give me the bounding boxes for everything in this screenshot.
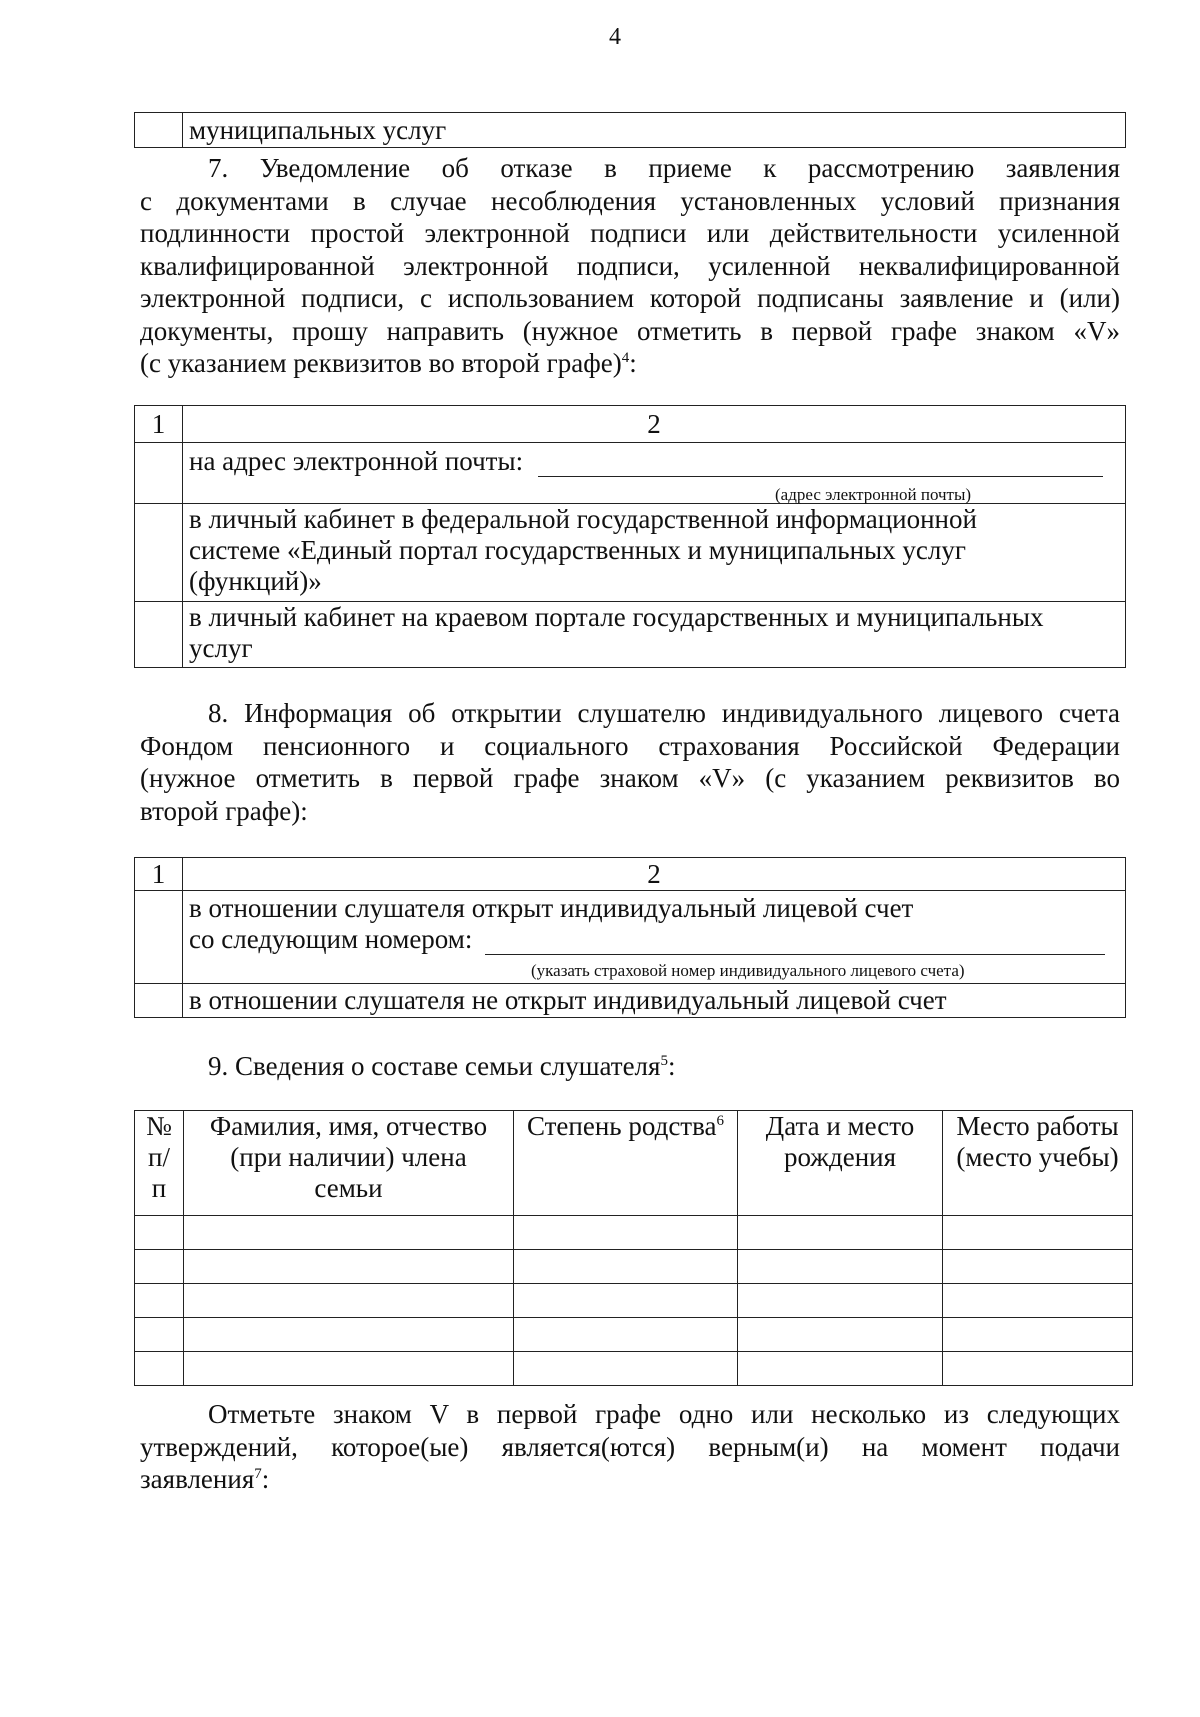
table-row — [135, 1250, 1133, 1284]
table-cell[interactable] — [943, 1216, 1133, 1250]
header-number: № п/ п — [135, 1111, 184, 1216]
notification-method-table — [134, 405, 1126, 668]
table-cell[interactable] — [738, 1250, 943, 1284]
table-cell[interactable] — [943, 1352, 1133, 1386]
email-option — [183, 443, 1126, 504]
table-cell[interactable] — [135, 1250, 184, 1284]
section9-title: 9. Сведения о составе семьи слушателя$^5$: — [208, 1051, 676, 1081]
table-cell[interactable] — [514, 1250, 738, 1284]
footnote-7: 7 — [254, 1466, 262, 1482]
section8-line: (нужное отметить в первой графе знаком «V» (с указанием реквизитов во — [140, 763, 1120, 793]
section7-line-last: (с указанием реквизитов во второй графе)$^4$: — [140, 348, 637, 378]
column-header-2: 2 — [183, 406, 1126, 443]
previous-table-tail — [134, 112, 1126, 148]
table-cell[interactable] — [738, 1284, 943, 1318]
account-not-opened-checkbox[interactable] — [135, 984, 183, 1018]
table-cell[interactable] — [943, 1318, 1133, 1352]
table-cell[interactable] — [738, 1352, 943, 1386]
section7-line: 7. Уведомление об отказе в приеме к рассмотрению заявления — [208, 153, 1120, 183]
table-cell[interactable] — [135, 1352, 184, 1386]
page-number: 4 — [609, 24, 621, 50]
table-cell[interactable] — [514, 1284, 738, 1318]
regional-portal-option-checkbox[interactable] — [135, 602, 183, 668]
table-row — [135, 1216, 1133, 1250]
account-number-input-line[interactable] — [485, 928, 1105, 955]
section7-paragraph — [140, 152, 1120, 380]
section7-line: документы, прошу направить (нужное отметить в первой графе знаком «V» — [140, 315, 1120, 346]
section7-line: подлинности простой электронной подписи или действительности усиленной — [140, 218, 1120, 248]
epgu-option-checkbox[interactable] — [135, 504, 183, 602]
column-header-1: 1 — [135, 406, 183, 443]
table-cell[interactable] — [514, 1318, 738, 1352]
table-row — [135, 1318, 1133, 1352]
header-full-name: Фамилия, имя, отчество (при наличии) члена семьи — [184, 1111, 514, 1216]
table-cell[interactable] — [184, 1318, 514, 1352]
section7-line: с документами в случае несоблюдения установленных условий признания — [140, 185, 1120, 216]
table-cell[interactable] — [514, 1352, 738, 1386]
section8-paragraph — [140, 697, 1120, 827]
table-row — [135, 1352, 1133, 1386]
footnote-5: 5 — [660, 1053, 668, 1069]
table-cell[interactable] — [184, 1284, 514, 1318]
closing-paragraph — [140, 1398, 1120, 1496]
section8-line: Фондом пенсионного и социального страхования Российской Федерации — [140, 730, 1120, 761]
table-cell[interactable] — [184, 1250, 514, 1284]
column-header-1: 1 — [135, 858, 183, 891]
closing-line-last: заявления$^7$: — [140, 1464, 270, 1494]
section8-line: второй графе): — [140, 795, 308, 826]
previous-table-check-cell[interactable] — [135, 113, 183, 148]
table-cell[interactable] — [135, 1284, 184, 1318]
footnote-4: 4 — [621, 350, 630, 366]
email-option-checkbox[interactable] — [135, 443, 183, 504]
column-header-2: 2 — [183, 858, 1126, 891]
account-number-caption: (указать страховой номер индивидуального лицевого счета) — [531, 961, 965, 980]
closing-line: утверждений, которое(ые) является(ются) верным(и) на момент подачи — [140, 1431, 1120, 1462]
section7-line: электронной подписи, с использованием которой подписаны заявление и (или) — [140, 283, 1120, 313]
family-members-table — [134, 1110, 1133, 1386]
section8-line: 8. Информация об открытии слушателю индивидуального лицевого счета — [208, 698, 1120, 728]
table-cell[interactable] — [738, 1318, 943, 1352]
table-cell[interactable] — [135, 1318, 184, 1352]
table-cell[interactable] — [184, 1216, 514, 1250]
epgu-option: в личный кабинет в федеральной государственной информационной системе «Единый портал государственных и муниципальных услуг (функций)» — [183, 504, 1126, 602]
regional-portal-option: в личный кабинет на краевом портале государственных и муниципальных услуг — [183, 602, 1126, 668]
header-relationship: Степень родства$^6$ — [514, 1111, 738, 1216]
table-cell[interactable] — [184, 1352, 514, 1386]
table-cell[interactable] — [135, 1216, 184, 1250]
section7-line: квалифицированной электронной подписи, усиленной неквалифицированной — [140, 250, 1120, 281]
account-opened-option: в отношении слушателя открыт индивидуальный лицевой счет со следующим номером: (указать страховой номер индивидуального лицевого счета) — [183, 891, 1126, 984]
email-input-line[interactable] — [538, 450, 1103, 477]
account-not-opened-option: в отношении слушателя не открыт индивидуальный лицевой счет — [183, 984, 1126, 1018]
table-cell[interactable] — [514, 1216, 738, 1250]
header-birth-date-place: Дата и место рождения — [738, 1111, 943, 1216]
closing-line: Отметьте знаком V в первой графе одно или несколько из следующих — [208, 1399, 1120, 1429]
footnote-6: 6 — [716, 1113, 724, 1129]
email-caption: (адрес электронной почты) — [775, 485, 972, 504]
personal-account-table — [134, 857, 1126, 1018]
previous-table-text: муниципальных услуг — [183, 113, 1126, 148]
table-cell[interactable] — [738, 1216, 943, 1250]
table-cell[interactable] — [943, 1250, 1133, 1284]
table-cell[interactable] — [943, 1284, 1133, 1318]
table-row — [135, 1284, 1133, 1318]
account-opened-checkbox[interactable] — [135, 891, 183, 984]
email-label: на адрес электронной почты: — [189, 446, 524, 476]
header-work-place: Место работы (место учебы) — [943, 1111, 1133, 1216]
